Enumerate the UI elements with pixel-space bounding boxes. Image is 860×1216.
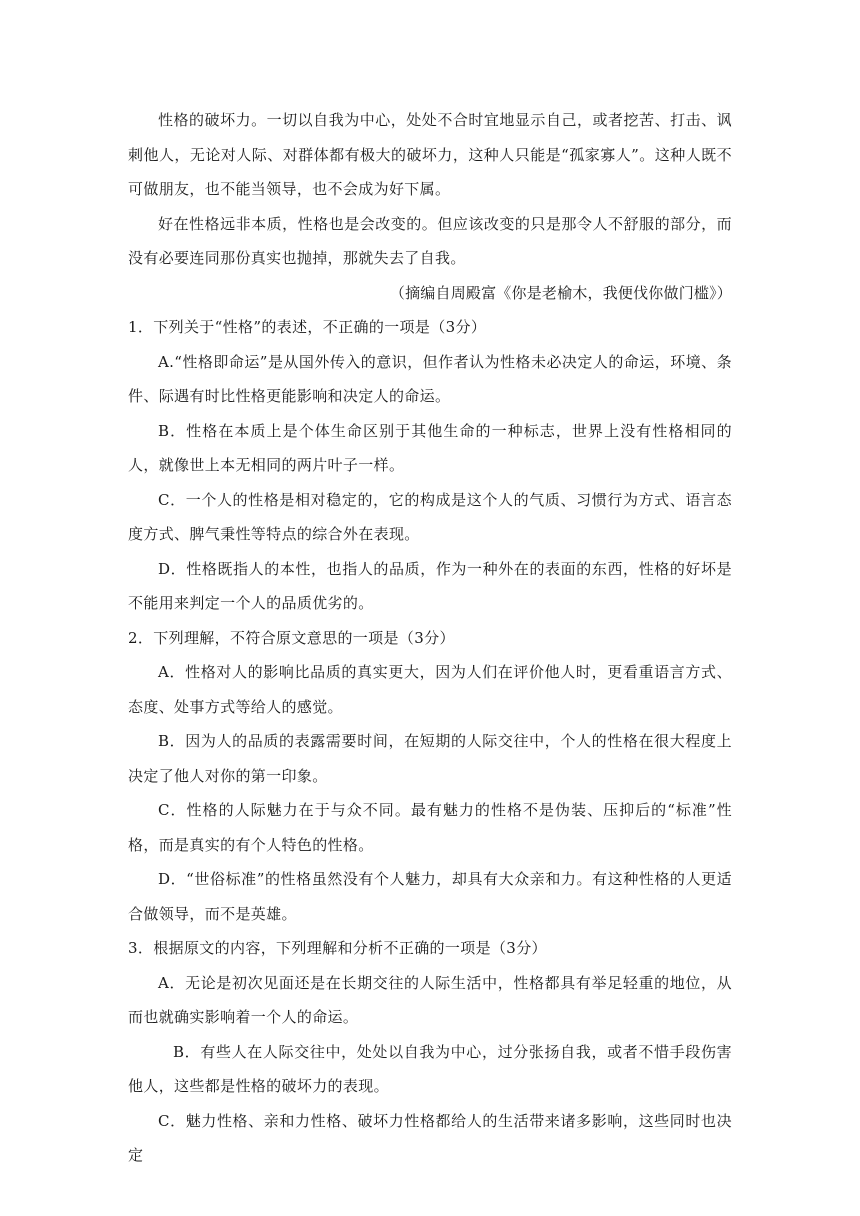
question-option: A．性格对人的影响比品质的真实更大，因为人们在评价他人时，更看重语言方式、态度、处事方式等给人的感觉。 <box>128 663 732 716</box>
question-stem: 3．根据原文的内容，下列理解和分析不正确的一项是（3分） <box>128 939 547 957</box>
question-stem: 1．下列关于“性格”的表述，不正确的一项是（3分） <box>128 318 487 336</box>
question-option: C．性格的人际魅力在于与众不同。最有魅力的性格不是伪装、压抑后的“标准”性格，而是真实的有个人特色的性格。 <box>128 801 732 854</box>
question-stem: 2．下列理解，不符合原文意思的一项是（3分） <box>128 628 455 647</box>
question-option: D．“世俗标准”的性格虽然没有个人魅力，却具有大众亲和力。有这种性格的人更适合做领导，而不是英雄。 <box>128 870 732 923</box>
passage-paragraph: 性格的破坏力。一切以自我为中心，处处不合时宜地显示自己，或者挖苦、打击、讽刺他人，无论对人际、对群体都有极大的破坏力，这种人只能是“孤家寡人”。这种人既不可做朋友，也不能当领导，也不会成为好下属。 <box>128 111 732 198</box>
question-option: B．性格在本质上是个体生命区别于其他生命的一种标志，世界上没有性格相同的人，就像世上本无相同的两片叶子一样。 <box>128 421 732 474</box>
question-option: A．无论是初次见面还是在长期交往的人际生活中，性格都具有举足轻重的地位，从而也就确实影响着一个人的命运。 <box>128 973 732 1026</box>
question-option: B．有些人在人际交往中，处处以自我为中心，过分张扬自我，或者不惜手段伤害他人，这些都是性格的破坏力的表现。 <box>128 1042 732 1095</box>
document-page <box>128 103 732 1173</box>
question-option: C．魅力性格、亲和力性格、破坏力性格都给人的生活带来诸多影响，这些同时也决定 <box>128 1111 732 1164</box>
question-option: D．性格既指人的本性，也指人的品质，作为一种外在的表面的东西，性格的好坏是不能用来判定一个人的品质优劣的。 <box>128 559 732 612</box>
question-option: A.“性格即命运”是从国外传入的意识，但作者认为性格未必决定人的命运，环境、条件、际遇有时比性格更能影响和决定人的命运。 <box>128 352 732 405</box>
passage-paragraph: 好在性格远非本质，性格也是会改变的。但应该改变的只是那令人不舒服的部分，而没有必要连同那份真实也抛掉，那就失去了自我。 <box>128 214 732 267</box>
question-option: B．因为人的品质的表露需要时间，在短期的人际交往中，个人的性格在很大程度上决定了他人对你的第一印象。 <box>128 732 732 785</box>
question-option: C．一个人的性格是相对稳定的，它的构成是这个人的气质、习惯行为方式、语言态度方式、脾气秉性等特点的综合外在表现。 <box>128 490 732 543</box>
passage-source: （摘编自周殿富《你是老榆木，我便伐你做门槛》） <box>389 283 732 302</box>
